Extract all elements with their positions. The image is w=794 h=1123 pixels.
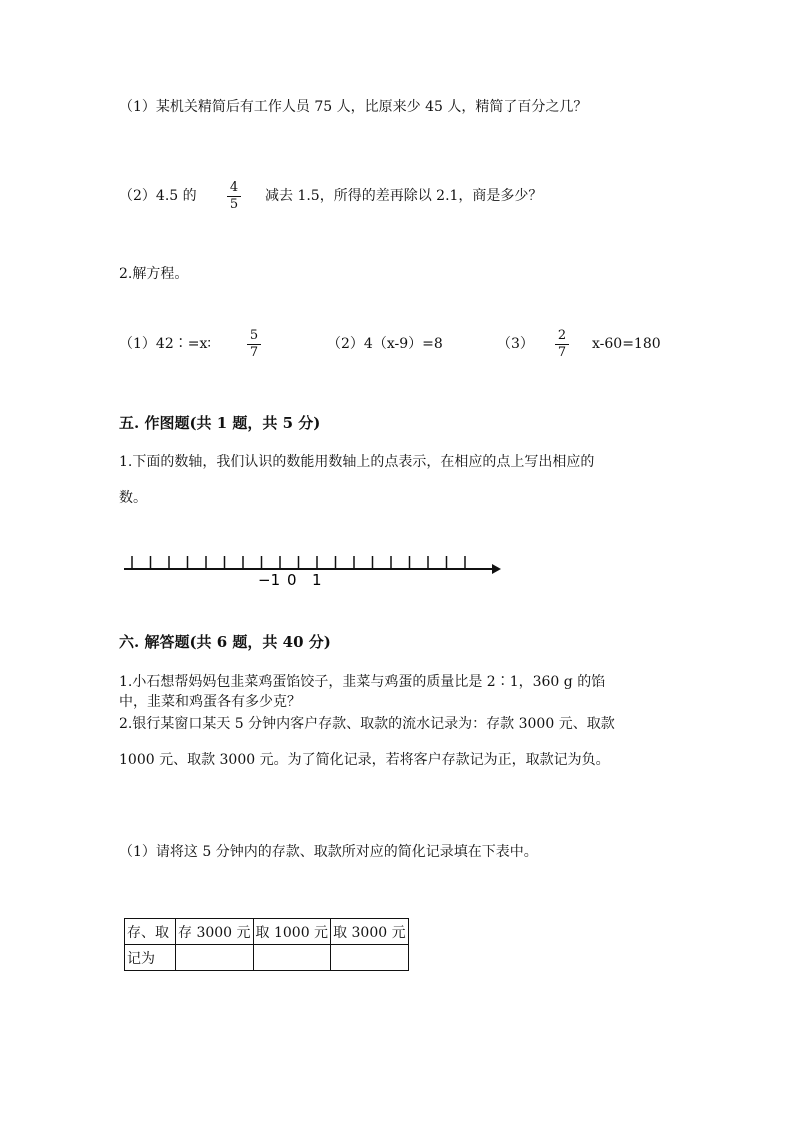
table-row-label: 记为 xyxy=(125,945,176,971)
question-fraction-expression-suffix: 减去 1.5，所得的差再除以 2.1，商是多少？ xyxy=(265,188,543,204)
equation-3-prefix: （3） xyxy=(497,336,534,352)
fraction-four-fifths xyxy=(227,181,241,212)
record-table xyxy=(124,918,409,971)
number-line-arrow-icon xyxy=(492,564,501,574)
axis-label-neg1: −1 xyxy=(258,571,281,589)
axis-label-0: 0 xyxy=(287,571,297,589)
fraction-numerator: 5 xyxy=(249,328,259,343)
equation-3-suffix: x-60=180 xyxy=(592,336,661,352)
table-answer-cell[interactable] xyxy=(253,945,331,971)
table-header-cell: 取 1000 元 xyxy=(253,919,331,945)
section-6-question-1-line-2: 中，韭菜和鸡蛋各有多少克？ xyxy=(119,694,301,710)
table-row xyxy=(125,919,409,945)
fraction-denominator: 7 xyxy=(249,345,259,360)
axis-label-1: 1 xyxy=(312,571,322,589)
fraction-denominator: 5 xyxy=(229,197,239,212)
section-6-question-2-line-2: 1000 元、取款 3000 元。为了简化记录，若将客户存款记为正，取款记为负。 xyxy=(119,752,610,768)
table-answer-cell[interactable] xyxy=(176,945,254,971)
fraction-five-sevenths xyxy=(247,329,261,360)
fraction-denominator: 7 xyxy=(557,345,567,360)
section-6-question-2-sub-1: （1）请将这 5 分钟内的存款、取款所对应的简化记录填在下表中。 xyxy=(119,844,538,860)
fraction-numerator: 4 xyxy=(229,180,239,195)
table-answer-cell[interactable] xyxy=(331,945,409,971)
number-line-ticks xyxy=(132,556,465,569)
table-header-cell: 存、取 xyxy=(125,919,176,945)
question-fraction-expression-prefix: （2）4.5 的 xyxy=(119,188,197,204)
section-5-heading: 五. 作图题(共 1 题，共 5 分) xyxy=(119,414,321,432)
table-row xyxy=(125,945,409,971)
table-header-cell: 存 3000 元 xyxy=(176,919,254,945)
equations-title: 2.解方程。 xyxy=(119,266,189,282)
section-5-question-1-line-2: 数。 xyxy=(119,490,147,506)
fraction-numerator: 2 xyxy=(557,328,567,343)
section-5-question-1-line-1: 1.下面的数轴，我们认识的数能用数轴上的点表示，在相应的点上写出相应的 xyxy=(119,454,595,470)
equation-1-prefix: （1）42∶=x∶ xyxy=(119,336,211,352)
fraction-two-sevenths xyxy=(555,329,569,360)
section-6-question-2-line-1: 2.银行某窗口某天 5 分钟内客户存款、取款的流水记录为：存款 3000 元、取款 xyxy=(119,716,615,732)
section-6-heading: 六. 解答题(共 6 题，共 40 分) xyxy=(119,633,331,651)
section-6-question-1-line-1: 1.小石想帮妈妈包韭菜鸡蛋馅饺子，韭菜与鸡蛋的质量比是 2∶1，360 g 的馅 xyxy=(119,674,606,690)
equation-2: （2）4（x-9）=8 xyxy=(327,336,443,352)
number-line xyxy=(120,548,510,593)
table-header-cell: 取 3000 元 xyxy=(331,919,409,945)
question-percent-reduction: （1）某机关精简后有工作人员 75 人，比原来少 45 人，精简了百分之几？ xyxy=(119,99,588,115)
